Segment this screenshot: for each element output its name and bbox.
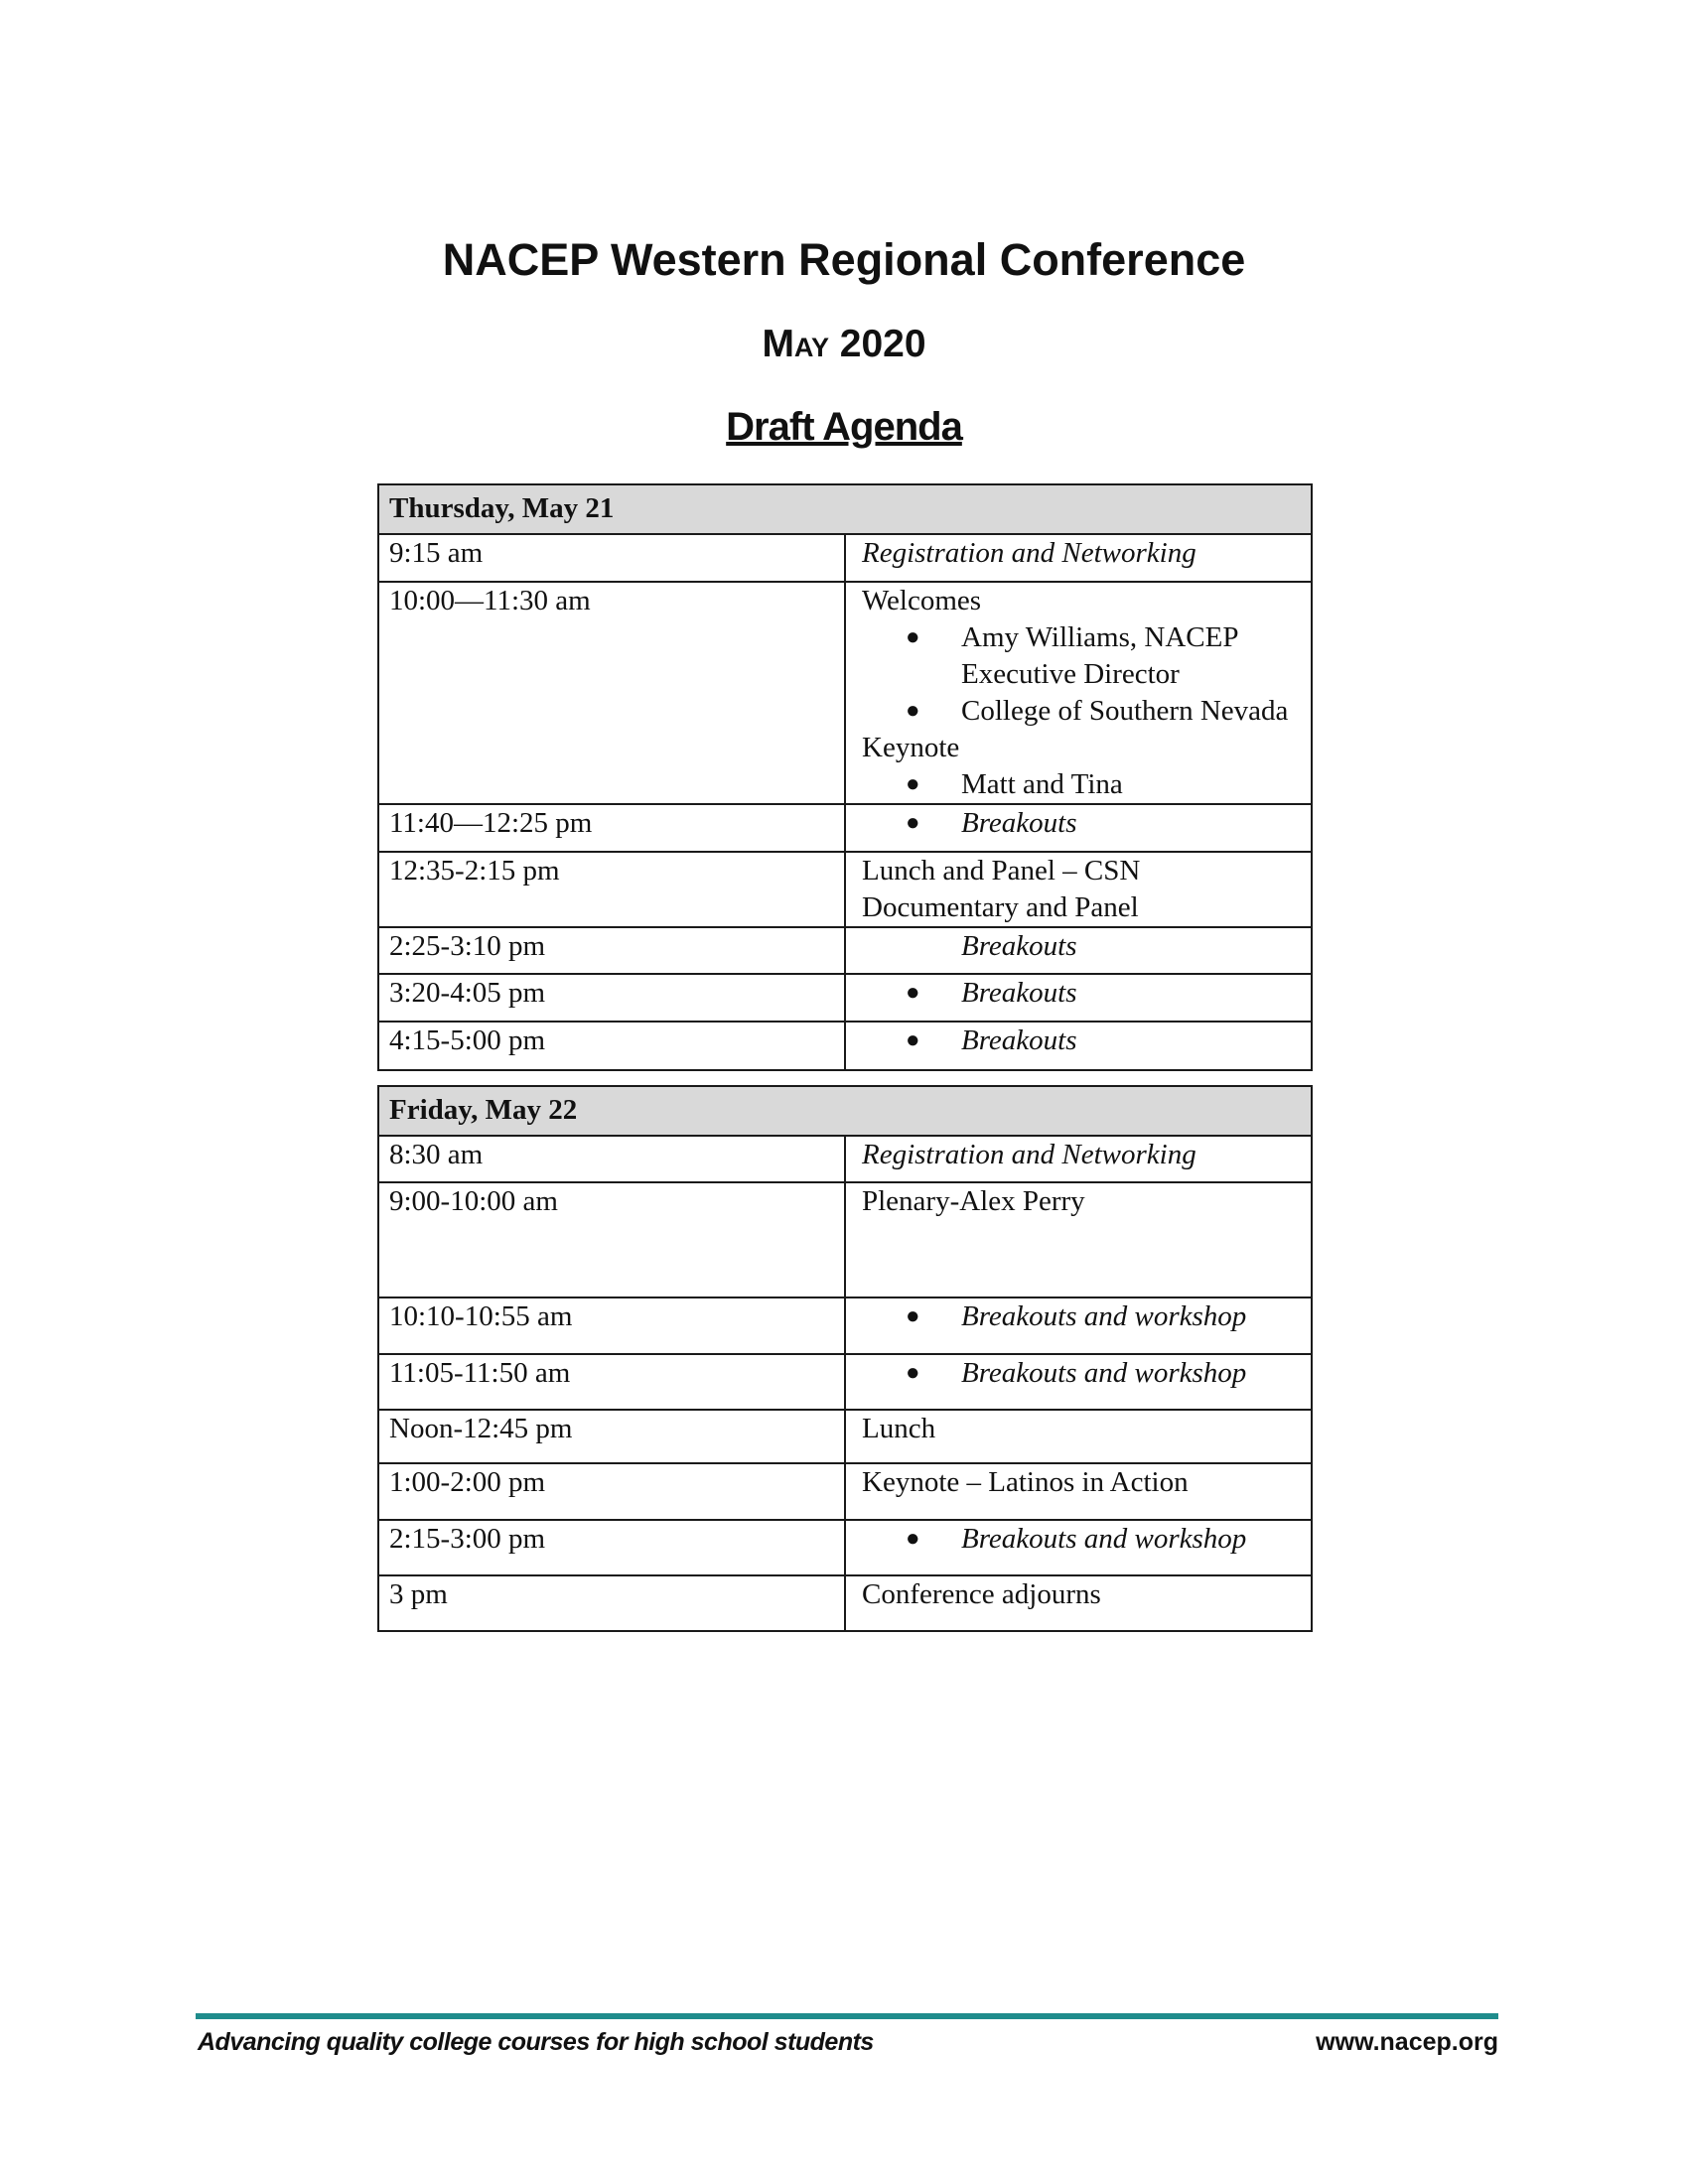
session-line-text: Breakouts xyxy=(961,1024,1077,1056)
agenda-row xyxy=(378,1182,1312,1297)
bullet-icon: ● xyxy=(906,624,920,650)
session-time: 11:40—12:25 pm xyxy=(378,804,845,852)
agenda-row xyxy=(378,1575,1312,1631)
session-line-text: Breakouts and workshop xyxy=(961,1523,1247,1555)
session-description xyxy=(845,1136,1312,1182)
session-time: 2:15-3:00 pm xyxy=(378,1520,845,1575)
session-time: 2:25-3:10 pm xyxy=(378,927,845,974)
session-line-text: Lunch xyxy=(862,1413,936,1444)
session-line-text: Conference adjourns xyxy=(862,1578,1101,1610)
session-description xyxy=(845,1520,1312,1575)
session-description xyxy=(845,1022,1312,1070)
session-time: Noon-12:45 pm xyxy=(378,1410,845,1463)
bullet-item xyxy=(862,1355,1297,1392)
session-line-text: Registration and Networking xyxy=(862,1139,1196,1170)
agenda-row xyxy=(378,1136,1312,1182)
bullet-icon: ● xyxy=(906,810,920,836)
session-line xyxy=(862,1576,1297,1613)
session-description xyxy=(845,804,1312,852)
session-description xyxy=(845,974,1312,1022)
agenda-row xyxy=(378,1410,1312,1463)
session-description xyxy=(845,1182,1312,1297)
agenda-row xyxy=(378,927,1312,974)
bullet-item xyxy=(862,693,1297,730)
bullet-item xyxy=(862,766,1297,803)
session-description xyxy=(845,534,1312,582)
agenda-row xyxy=(378,1463,1312,1520)
session-line xyxy=(862,1411,1297,1447)
agenda-row xyxy=(378,1022,1312,1070)
thursday-agenda-table xyxy=(377,483,1313,1071)
session-line-text: Amy Williams, NACEP Executive Director xyxy=(961,621,1238,690)
bullet-icon: ● xyxy=(906,980,920,1006)
session-description xyxy=(845,927,1312,974)
session-description xyxy=(845,1297,1312,1354)
session-description xyxy=(845,1354,1312,1410)
bullet-item xyxy=(862,975,1297,1012)
session-line-text: Keynote – Latinos in Action xyxy=(862,1466,1189,1498)
session-line xyxy=(862,1464,1297,1501)
session-line-text: Matt and Tina xyxy=(961,768,1123,800)
indented-line xyxy=(862,928,1297,965)
bullet-item xyxy=(862,1298,1297,1335)
session-time: 3:20-4:05 pm xyxy=(378,974,845,1022)
session-line xyxy=(862,1137,1297,1173)
footer-divider xyxy=(196,2013,1498,2019)
session-description xyxy=(845,582,1312,804)
agenda-row xyxy=(378,974,1312,1022)
session-line-text: Plenary-Alex Perry xyxy=(862,1185,1085,1217)
footer-tagline: Advancing quality college courses for high school students xyxy=(198,2028,874,2056)
session-time: 3 pm xyxy=(378,1575,845,1631)
session-time: 8:30 am xyxy=(378,1136,845,1182)
session-description xyxy=(845,852,1312,927)
bullet-icon: ● xyxy=(906,1303,920,1329)
friday-agenda-table xyxy=(377,1085,1313,1632)
session-line xyxy=(862,535,1297,572)
session-description xyxy=(845,1575,1312,1631)
footer-website: www.nacep.org xyxy=(1316,2028,1498,2056)
agenda-row xyxy=(378,852,1312,927)
session-time: 9:00-10:00 am xyxy=(378,1182,845,1297)
session-line-text: Breakouts xyxy=(961,977,1077,1009)
session-line-text: Breakouts xyxy=(961,807,1077,839)
bullet-item xyxy=(862,1023,1297,1059)
session-description xyxy=(845,1410,1312,1463)
session-line-text: Keynote xyxy=(862,732,960,763)
bullet-item xyxy=(862,1521,1297,1558)
session-time: 1:00-2:00 pm xyxy=(378,1463,845,1520)
bullet-icon: ● xyxy=(906,698,920,724)
session-line-text: College of Southern Nevada xyxy=(961,695,1289,727)
agenda-row xyxy=(378,1354,1312,1410)
session-time: 10:10-10:55 am xyxy=(378,1297,845,1354)
agenda-row xyxy=(378,1520,1312,1575)
agenda-row xyxy=(378,582,1312,804)
session-description xyxy=(845,1463,1312,1520)
agenda-heading: Draft Agenda xyxy=(726,405,962,449)
session-line-text: Lunch and Panel – CSN Documentary and Panel xyxy=(862,855,1141,923)
session-time: 4:15-5:00 pm xyxy=(378,1022,845,1070)
bullet-icon: ● xyxy=(906,1526,920,1552)
bullet-icon: ● xyxy=(906,1360,920,1386)
session-line-text: Registration and Networking xyxy=(862,537,1196,569)
agenda-row xyxy=(378,804,1312,852)
session-line-text: Welcomes xyxy=(862,585,982,616)
session-line xyxy=(862,730,1297,766)
session-line xyxy=(862,853,1297,926)
session-line-text: Breakouts and workshop xyxy=(961,1357,1247,1389)
session-line-text: Breakouts and workshop xyxy=(961,1300,1247,1332)
bullet-item xyxy=(862,805,1297,842)
session-time: 12:35-2:15 pm xyxy=(378,852,845,927)
agenda-row xyxy=(378,534,1312,582)
bullet-icon: ● xyxy=(906,771,920,797)
bullet-item xyxy=(862,619,1297,693)
session-line xyxy=(862,583,1297,619)
bullet-icon: ● xyxy=(906,1027,920,1053)
day-header: Friday, May 22 xyxy=(378,1086,1312,1136)
session-time: 10:00—11:30 am xyxy=(378,582,845,804)
day-header: Thursday, May 21 xyxy=(378,484,1312,534)
session-line-text: Breakouts xyxy=(961,930,1077,962)
session-time: 9:15 am xyxy=(378,534,845,582)
session-line xyxy=(862,1183,1297,1220)
document-title: NACEP Western Regional Conference xyxy=(442,234,1246,285)
agenda-row xyxy=(378,1297,1312,1354)
session-time: 11:05-11:50 am xyxy=(378,1354,845,1410)
document-subtitle: May 2020 xyxy=(762,323,926,365)
